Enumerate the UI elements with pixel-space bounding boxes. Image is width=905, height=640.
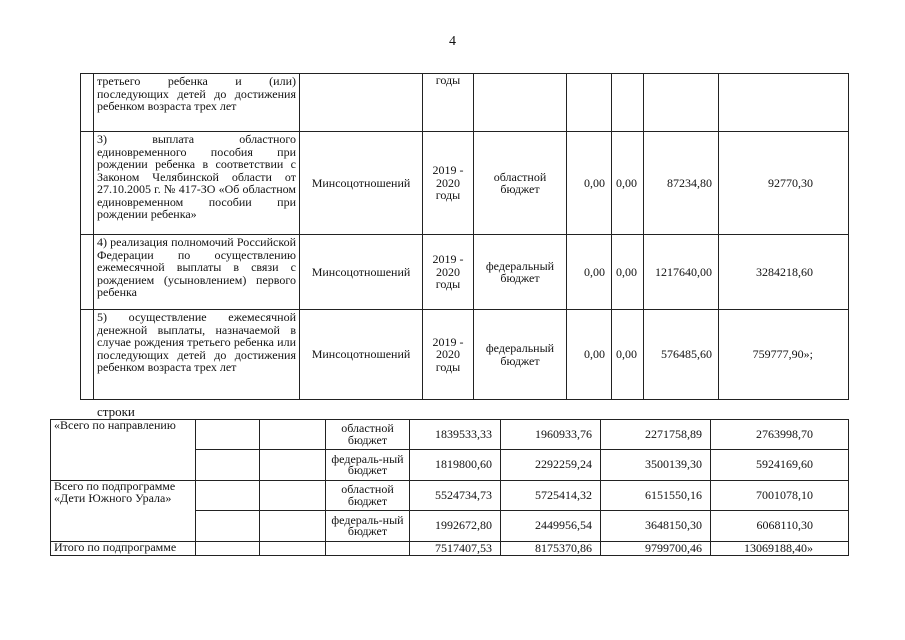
value-cell: 1819800,60 [410,450,501,481]
value-cell: 0,00 [567,310,612,400]
value-cell: 2763998,70 [711,420,849,450]
group-label: Всего по подпрограмме «Дети Южного Урала» [51,481,196,542]
source-cell: федеральный бюджет [474,310,567,400]
empty-cell [260,481,326,511]
value-cell: 7001078,10 [711,481,849,511]
period-cell: годы [423,74,474,132]
period-cell: 2019 - 2020 годы [423,310,474,400]
period-cell: 2019 - 2020 годы [423,235,474,310]
empty-cell [81,310,94,400]
measures-table [80,73,849,400]
table-row [81,74,849,132]
value-cell: 8175370,86 [501,542,601,556]
executor-cell: Минсоцотношений [300,310,423,400]
value-cell [719,74,849,132]
empty-cell [196,511,260,542]
executor-cell: Минсоцотношений [300,235,423,310]
empty-cell [326,542,410,556]
value-cell: 3284218,60 [719,235,849,310]
table-row [51,542,849,556]
empty-cell [260,511,326,542]
value-cell: 5924169,60 [711,450,849,481]
empty-cell [196,450,260,481]
period-cell: 2019 - 2020 годы [423,132,474,235]
value-cell: 0,00 [612,235,644,310]
value-cell [567,74,612,132]
value-cell: 1217640,00 [644,235,719,310]
value-cell: 1839533,33 [410,420,501,450]
value-cell: 3500139,30 [601,450,711,481]
measure-description: 3) выплата областного единовременного пособия при рождении ребенка в соответствии с Законом Челябинской области от 27.10.2005 г. № 417-ЗО «Об областном единовременном пособии при рождении ребенка» [94,132,300,235]
value-cell: 6151550,16 [601,481,711,511]
value-cell: 9799700,46 [601,542,711,556]
empty-cell [260,420,326,450]
value-cell: 13069188,40» [711,542,849,556]
empty-cell [196,542,260,556]
value-cell: 6068110,30 [711,511,849,542]
value-cell: 0,00 [612,310,644,400]
value-cell: 92770,30 [719,132,849,235]
value-cell: 7517407,53 [410,542,501,556]
table-row [81,310,849,400]
value-cell: 1960933,76 [501,420,601,450]
source-cell: федераль-ный бюджет [326,511,410,542]
table-row [51,481,849,511]
value-cell: 576485,60 [644,310,719,400]
value-cell: 87234,80 [644,132,719,235]
value-cell: 1992672,80 [410,511,501,542]
source-cell: областной бюджет [474,132,567,235]
rows-word: строки [97,404,135,419]
source-cell: федеральный бюджет [474,235,567,310]
source-cell [474,74,567,132]
value-cell [612,74,644,132]
measure-description: 5) осуществление ежемесячной денежной выплаты, назначаемой в случае рождения третьего ребенка или последующих детей до достижения ребенком возраста трех лет [94,310,300,400]
table-row [51,420,849,450]
source-cell: областной бюджет [326,481,410,511]
executor-cell: Минсоцотношений [300,132,423,235]
measure-description: третьего ребенка и (или) последующих детей до достижения ребенком возраста трех лет [94,74,300,132]
empty-cell [260,542,326,556]
value-cell: 0,00 [612,132,644,235]
source-cell: областной бюджет [326,420,410,450]
executor-cell [300,74,423,132]
empty-cell [81,132,94,235]
value-cell: 0,00 [567,235,612,310]
value-cell: 759777,90»; [719,310,849,400]
value-cell: 5524734,73 [410,481,501,511]
empty-cell [81,74,94,132]
empty-cell [260,450,326,481]
value-cell: 2292259,24 [501,450,601,481]
table-row [81,132,849,235]
value-cell: 5725414,32 [501,481,601,511]
value-cell: 2271758,89 [601,420,711,450]
value-cell: 3648150,30 [601,511,711,542]
value-cell [644,74,719,132]
total-label: Итого по подпрограмме [51,542,196,556]
totals-table [50,419,849,556]
value-cell: 0,00 [567,132,612,235]
measure-description: 4) реализация полномочий Российской Федерации по осуществлению ежемесячной выплаты в связи с рождением (усыновлением) первого ребенка [94,235,300,310]
empty-cell [196,420,260,450]
group-label: «Всего по направлению [51,420,196,481]
source-cell: федераль-ный бюджет [326,450,410,481]
value-cell: 2449956,54 [501,511,601,542]
empty-cell [81,235,94,310]
table-row [81,235,849,310]
empty-cell [196,481,260,511]
page-number: 4 [449,34,456,49]
